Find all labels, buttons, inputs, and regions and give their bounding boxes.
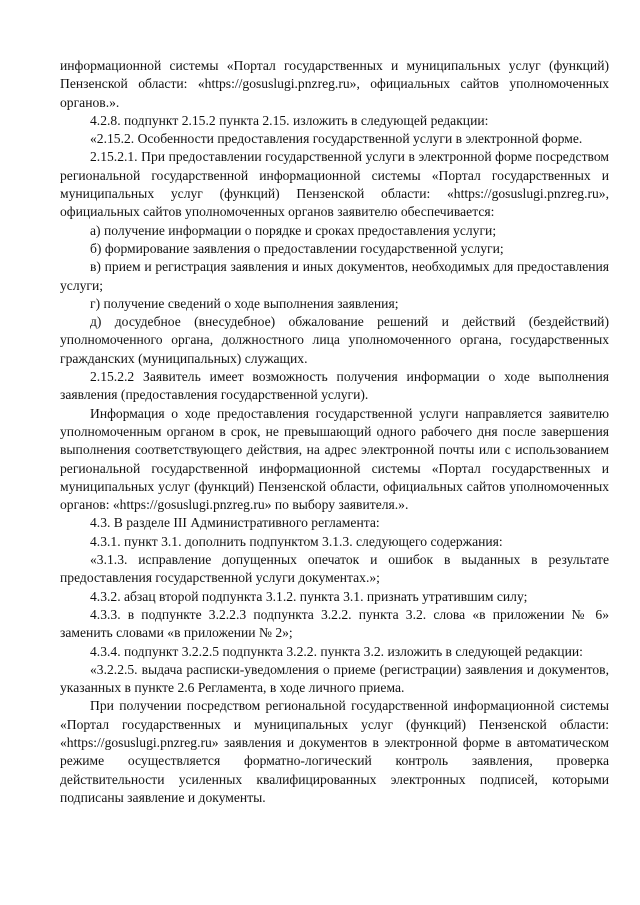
paragraph-2-15-2: «2.15.2. Особенности предоставления государственной услуги в электронной форме. [90,131,583,147]
paragraph-2-15-2-2: 2.15.2.2 Заявитель имеет возможность получения информации о ходе выполнения заявления (предоставления государственной услуги). [60,369,609,403]
paragraph-4-3-4: 4.3.4. подпункт 3.2.2.5 подпункта 3.2.2. пункта 3.2. изложить в следующей редакции: [90,643,583,659]
list-item-d: д) досудебное (внесудебное) обжалование решений и действий (бездействий) уполномоченного органа, должностного лица уполномоченного органа, государственных гражданских (муниципальных) служащих. [60,314,609,366]
list-item-g: г) получение сведений о ходе выполнения заявления; [90,295,399,311]
paragraph-4-2-8: 4.2.8. подпункт 2.15.2 пункта 2.15. изложить в следующей редакции: [90,112,489,128]
list-item-v: в) прием и регистрация заявления и иных документов, необходимых для предоставления услуги; [60,259,609,293]
paragraph-3-1-3: «3.1.3. исправление допущенных опечаток и ошибок в выданных в результате предоставления государственной услуги документах.»; [60,552,609,586]
paragraph-4-3-1: 4.3.1. пункт 3.1. дополнить подпунктом 3.1.3. следующего содержания: [90,533,503,549]
paragraph-4-3-3: 4.3.3. в подпункте 3.2.2.3 подпункта 3.2.2. пункта 3.2. слова «в приложении № 6» заменить словами «в приложении № 2»; [60,606,609,641]
list-item-a: а) получение информации о порядке и сроках предоставления услуги; [90,222,497,238]
paragraph-3-2-2-5: «3.2.2.5. выдача расписки-уведомления о приеме (регистрации) заявления и документов, указанных в пункте 2.6 Регламента, в ходе личного приема. [60,661,609,696]
list-item-b: б) формирование заявления о предоставлении государственной услуги; [90,240,504,256]
paragraph-4-3-2: 4.3.2. абзац второй подпункта 3.1.2. пункта 3.1. признать утратившим силу; [90,588,528,604]
paragraph-information: Информация о ходе предоставления государственной услуги направляется заявителю уполномоченным органом в срок, не превышающий одного рабочего дня после завершения выполнения соответствующего действия, на адрес электронной почты или с использованием региональной государственной информационной системы «Портал государственных и муниципальных услуг (функций) Пензенской области, официальных сайтов уполномоченных органов: «https://gosuslugi.pnzreg.ru» по выбору заявителя.». [60,405,609,513]
paragraph-2-15-2-1: 2.15.2.1. При предоставлении государственной услуги в электронной форме посредством региональной государственной информационной системы «Портал государственных и муниципальных услуг (функций) Пензенской области: «https://gosuslugi.pnzreg.ru», официальных сайтов уполномоченных органов заявителю обеспечивается: [60,149,609,220]
paragraph-continuation: информационной системы «Портал государственных и муниципальных услуг (функций) Пензенской области: «https://gosuslugi.pnzreg.ru», официальных сайтов уполномоченных органов.». [60,58,609,110]
paragraph-4-3: 4.3. В разделе III Административного регламента: [90,515,380,531]
paragraph-electronic-receipt: При получении посредством региональной государственной информационной системы «Портал государственных и муниципальных услуг (функций) Пензенской области: «https://gosuslugi.pnzreg.ru» заявления и документов в электронной форме в автоматическом режиме осуществляется форматно-логический контроль заявления, проверка действительности усиленных квалифицированных электронных подписей, которыми подписаны заявление и документы. [60,698,609,805]
document-page [60,57,609,807]
